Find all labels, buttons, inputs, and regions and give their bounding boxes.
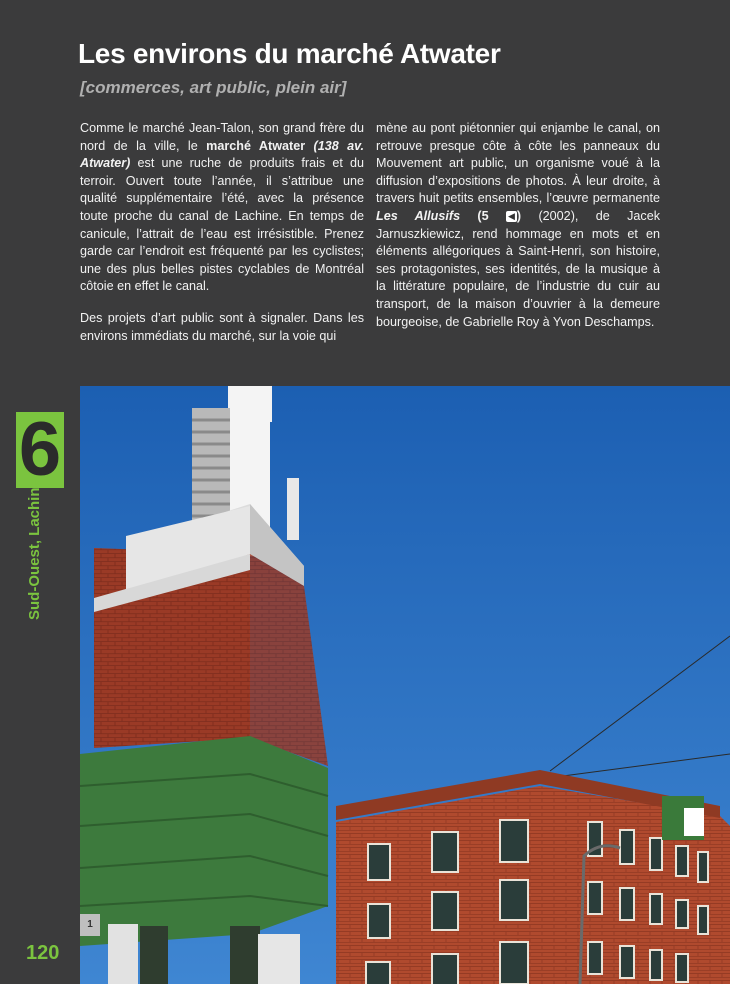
- market-address: (138 av. Atwater): [80, 138, 364, 171]
- photo-number-badge: 1: [80, 914, 100, 936]
- photo-atwater-market-artwork: [80, 386, 730, 984]
- page-title: Les environs du marché Atwater: [78, 38, 501, 69]
- paragraph-text: Comme le marché Jean-Talon, son grand frère du nord de la ville, le: [80, 121, 364, 153]
- mast: [287, 478, 299, 540]
- paragraph-text: mène au pont piétonnier qui enjambe le canal, on retrouve presque côte à côte les panneaux du Mouvement art public, un organisme voué à la diffusion d’expositions de photos. À leur droite, à travers huit petits ensembles, l’œuvre permanente: [376, 121, 660, 206]
- text-column-left: [80, 120, 364, 359]
- chapter-number: 6: [18, 407, 62, 492]
- paragraph-text: (2002), de Jacek Jarnuszkiewicz, rend hommage en mots et en éléments allégoriques à Saint-Henri, son histoire, ses protagonistes, ses identités, de la musique à la littérature populaire, de l’industrie du cuir au transport, de la maison d’ouvrier à la demeure bourgeoise, de Gabrielle Roy à Yvon Deschamps.: [376, 208, 661, 329]
- paragraph: Des projets d’art public sont à signaler. Dans les environs immédiats du marché, sur la voie qui: [80, 310, 364, 343]
- paragraph: [80, 120, 364, 296]
- market-name: marché Atwater: [206, 138, 306, 153]
- sculpture-green-base: [80, 736, 328, 946]
- chapter-label: Sud-Ouest, Lachine: [26, 479, 43, 620]
- artwork-title: Les Allusifs: [376, 208, 461, 223]
- photo-ref-open: (5: [460, 208, 506, 223]
- photo-ref-close: ): [516, 208, 522, 223]
- page-subtitle: [commerces, art public, plein air]: [80, 78, 347, 97]
- text-column-right: [376, 120, 660, 345]
- photo-ref-icon: ◀: [508, 210, 515, 221]
- paragraph: [376, 120, 660, 331]
- page-number: 120: [26, 942, 60, 964]
- photo-illustration: [80, 386, 730, 984]
- paragraph-text: est une ruche de produits frais et du terroir. Ouvert toute l’année, il s’attribue une qualité supplémentaire l’été, avec la présence toute proche du canal de Lachine. En temps de canicule, l’attrait de l’eau est irrésistible. Prenez garde car l’endroit est fréquenté par les cyclistes; une des plus belles pistes cyclables de Montréal côtoie en effet le canal.: [80, 156, 364, 294]
